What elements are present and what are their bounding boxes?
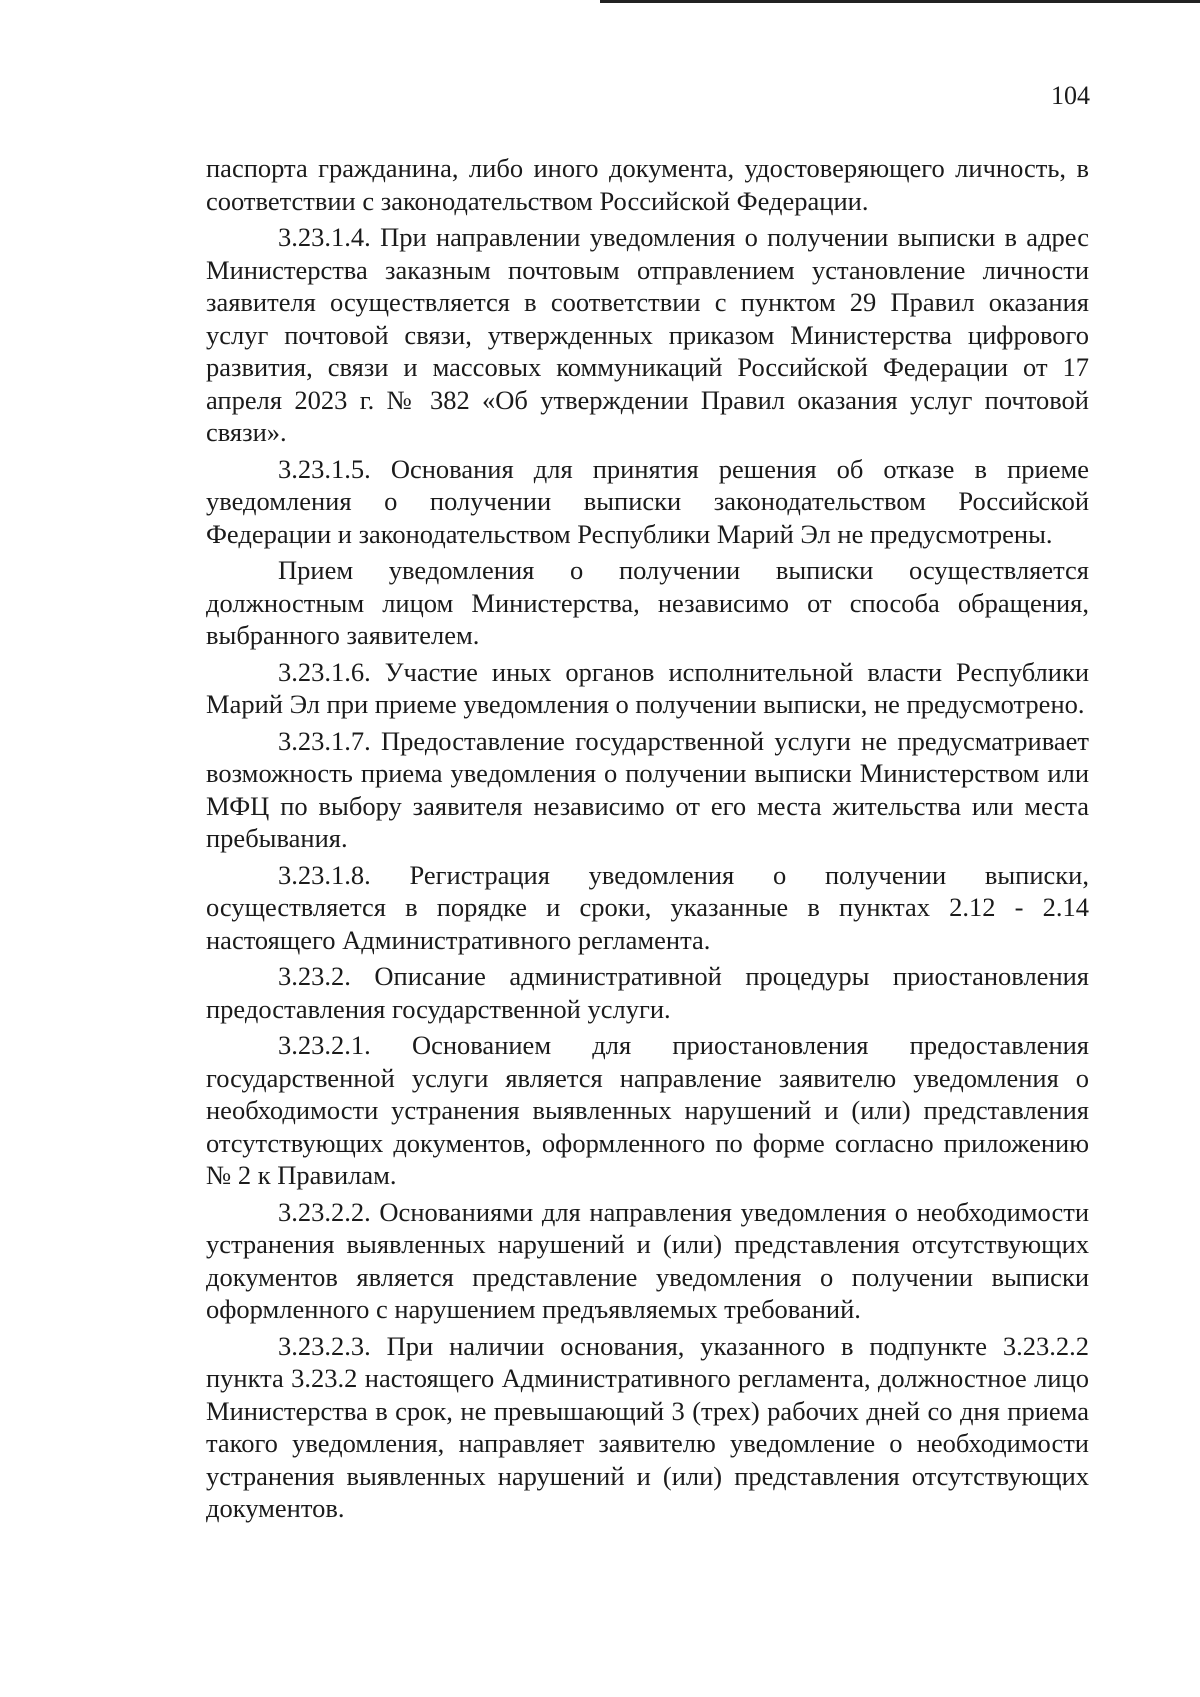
paragraph-3-23-2-3: 3.23.2.3. При наличии основания, указанного в подпункте 3.23.2.2 пункта 3.23.2 настоящего Административного регламента, должностное лицо Министерства в срок, не превышающий 3 (трех) рабочих дней со дня приема такого уведомления, направляет заявителю уведомление о необходимости устранения выявленных нарушений и (или) представления отсутствующих документов. [206,1330,1089,1523]
paragraph-1: паспорта гражданина, либо иного документа, удостоверяющего личность, в соответствии с законодательством Российской Федерации. [206,153,1089,216]
paragraph-3-23-1-8: 3.23.1.8. Регистрация уведомления о получении выписки, осуществляется в порядке и сроки, указанные в пунктах 2.12 - 2.14 настоящего Административного регламента. [206,859,1089,955]
page-number: 104 [1051,81,1090,110]
paragraph-3-23-1-6: 3.23.1.6. Участие иных органов исполнительной власти Республики Марий Эл при приеме уведомления о получении выписки, не предусмотрено. [206,656,1089,719]
paragraph-3-23-2: 3.23.2. Описание административной процедуры приостановления предоставления государственной услуги. [206,961,1089,1024]
paragraph-3-23-2-1: 3.23.2.1. Основанием для приостановления предоставления государственной услуги является направление заявителю уведомления о необходимости устранения выявленных нарушений и (или) представления отсутствующих документов, оформленного по форме согласно приложению № 2 к Правилам. [206,1030,1089,1190]
document-body [206,152,1089,1525]
top-border-line [600,0,1200,3]
paragraph-3-23-1-4: 3.23.1.4. При направлении уведомления о получении выписки в адрес Министерства заказным почтовым отправлением установление личности заявителя осуществляется в соответствии с пунктом 29 Правил оказания услуг почтовой связи, утвержденных приказом Министерства цифрового развития, связи и массовых коммуникаций Российской Федерации от 17 апреля 2023 г. № 382 «Об утверждении Правил оказания услуг почтовой связи». [206,222,1089,447]
paragraph-reception: Прием уведомления о получении выписки осуществляется должностным лицом Министерства, независимо от способа обращения, выбранного заявителем. [206,555,1089,650]
paragraph-3-23-1-5: 3.23.1.5. Основания для принятия решения об отказе в приеме уведомления о получении выписки законодательством Российской Федерации и законодательством Республики Марий Эл не предусмотрены. [206,453,1089,549]
paragraph-3-23-1-7: 3.23.1.7. Предоставление государственной услуги не предусматривает возможность приема уведомления о получении выписки Министерством или МФЦ по выбору заявителя независимо от его места жительства или места пребывания. [206,725,1089,853]
paragraph-3-23-2-2: 3.23.2.2. Основаниями для направления уведомления о необходимости устранения выявленных нарушений и (или) представления отсутствующих документов является представление уведомления о получении выписки оформленного с нарушением предъявляемых требований. [206,1196,1089,1324]
